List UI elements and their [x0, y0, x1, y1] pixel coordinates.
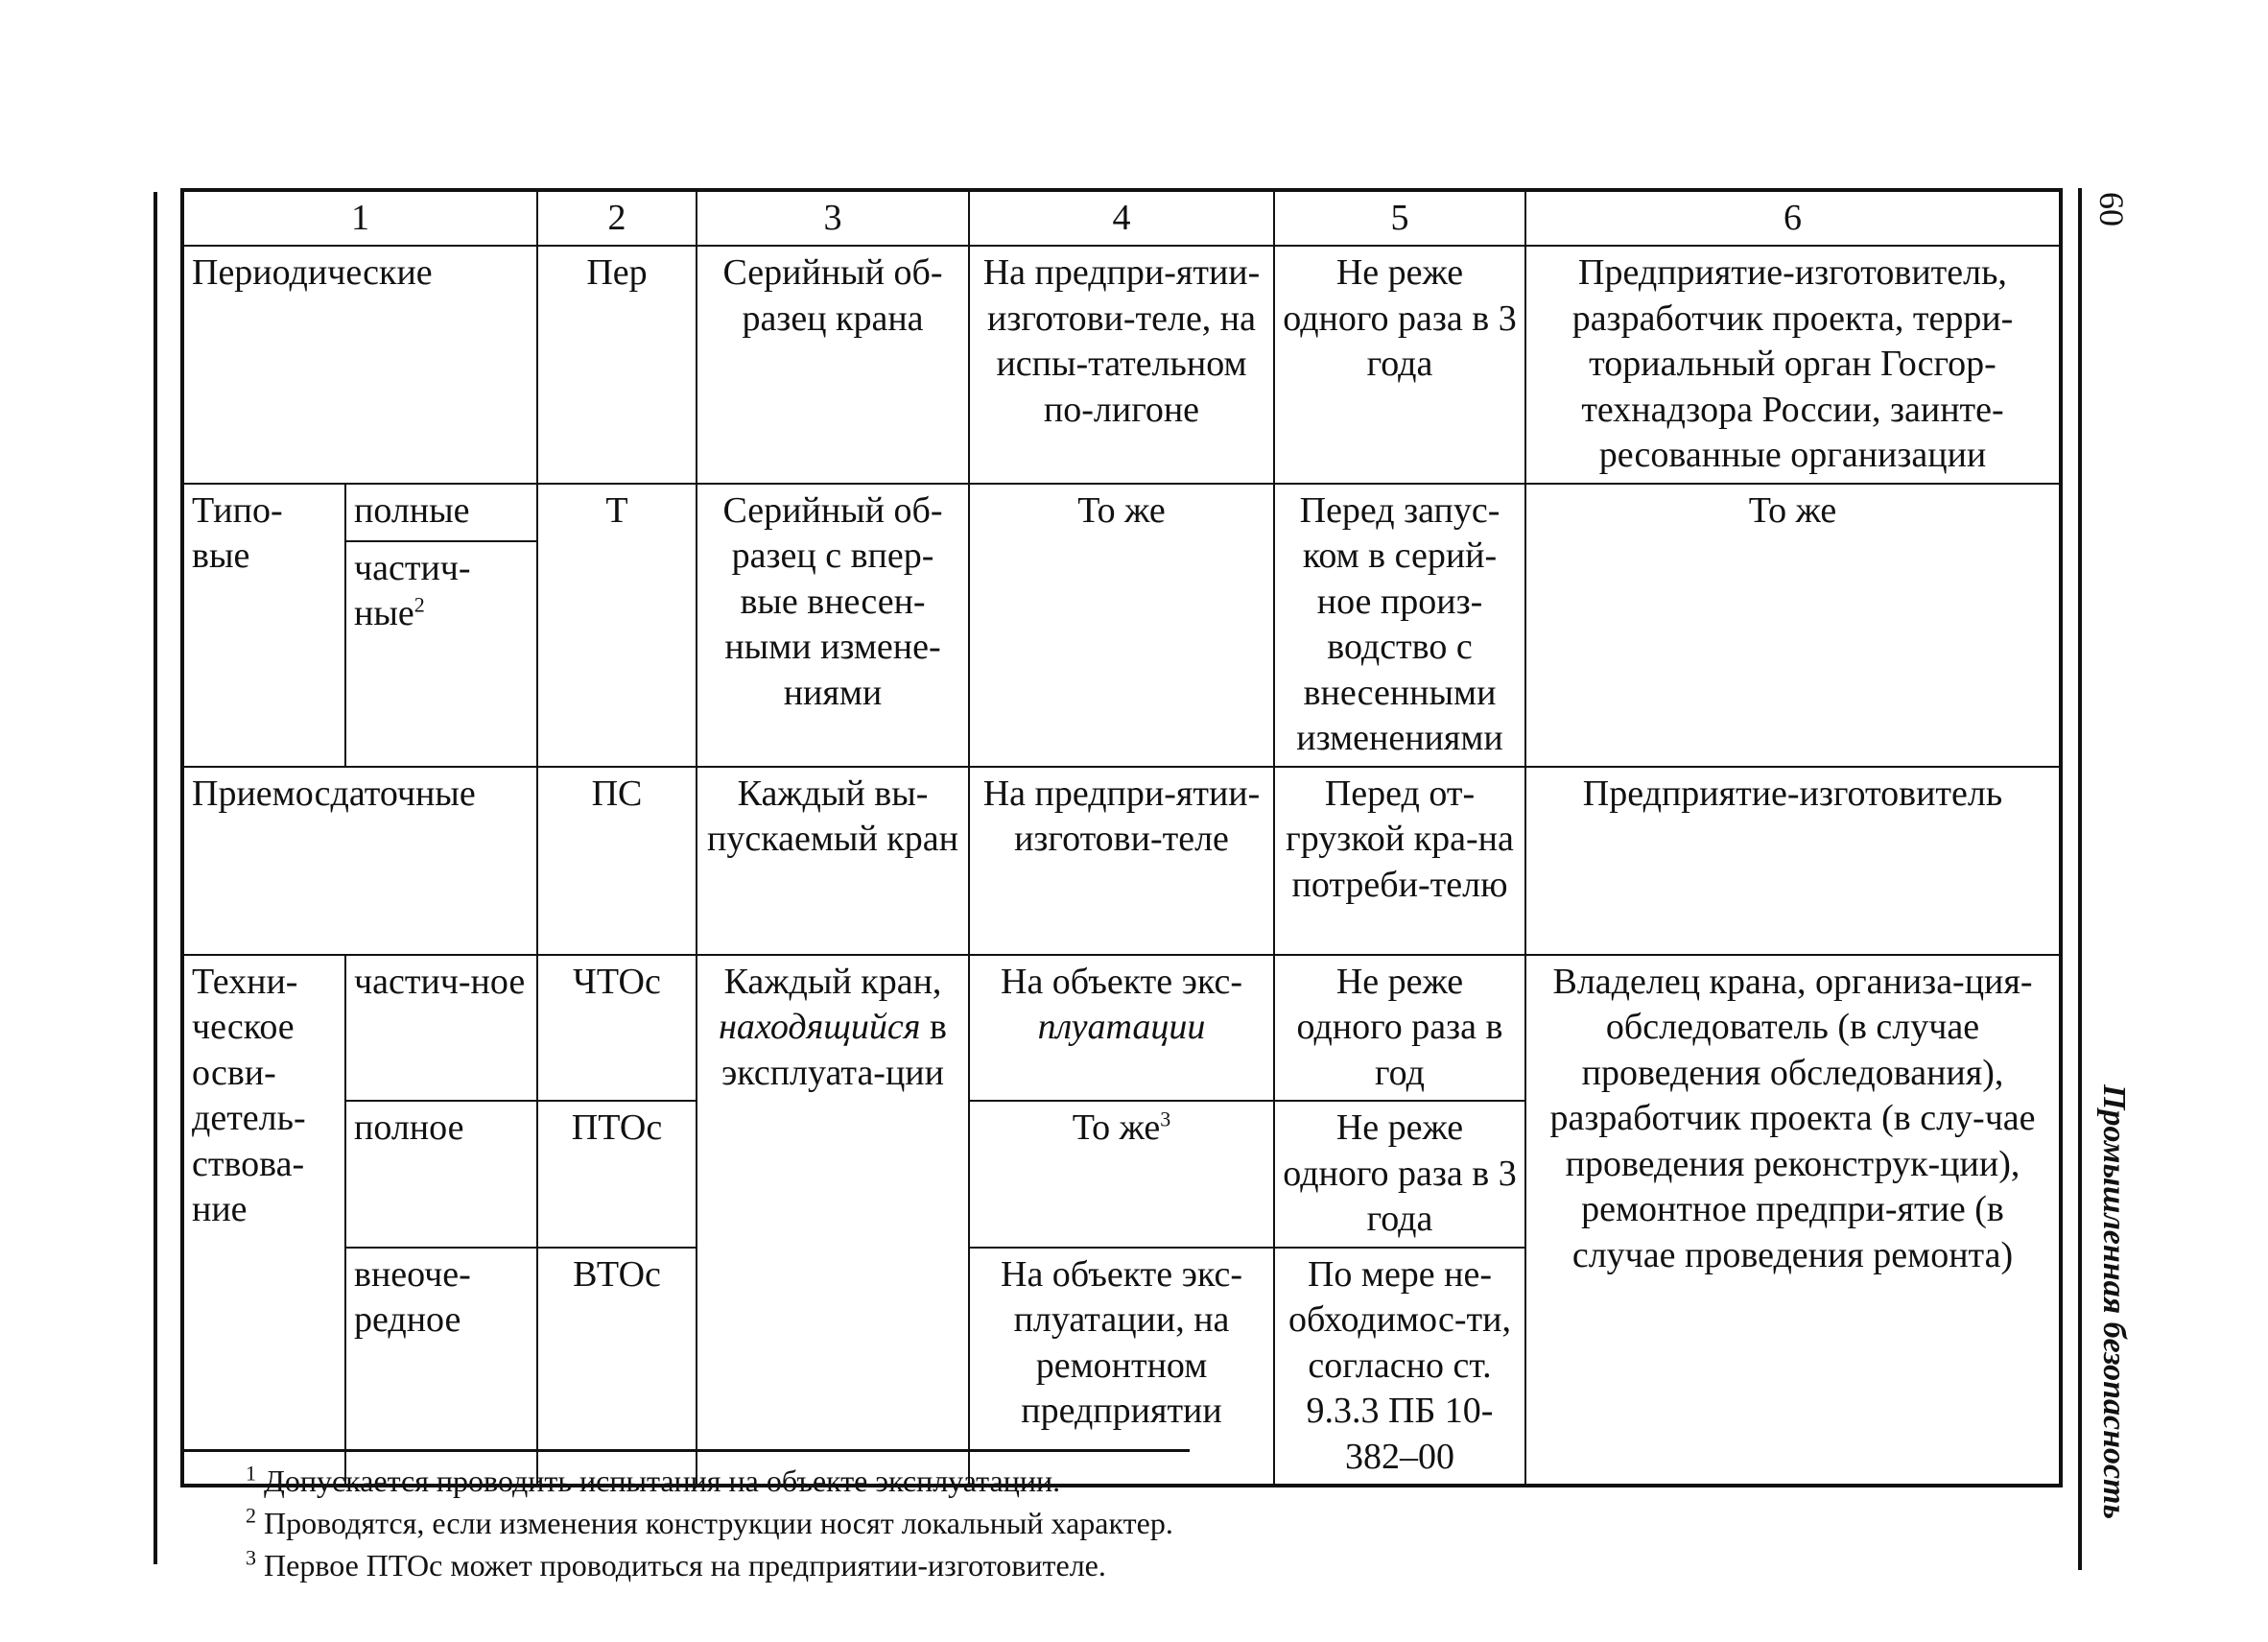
footnote-divider	[182, 1449, 1190, 1452]
header-col-3: 3	[697, 190, 969, 246]
technical-partial-term: Не реже одного раза в год	[1274, 955, 1525, 1102]
periodic-code: Пер	[537, 246, 697, 484]
footnote-1	[182, 1460, 2005, 1502]
technical-partial-place-italic: плуатации	[1037, 1007, 1206, 1047]
periodic-participants: Предприятие-изготовитель, разработчик проекта, терри-ториальный орган Госгор-технадзора России, заинте-ресованные организации	[1525, 246, 2061, 484]
header-col-4: 4	[969, 190, 1274, 246]
typical-sub-full: полные	[345, 484, 537, 541]
periodic-object: Серийный об-разец крана	[697, 246, 969, 484]
technical-sub-partial: частич-ное	[345, 955, 537, 1102]
technical-sub-full: полное	[345, 1101, 537, 1248]
left-margin-rule	[154, 192, 157, 1564]
periodic-term: Не реже одного раза в 3 года	[1274, 246, 1525, 484]
technical-extra-code: ВТОс	[537, 1248, 697, 1487]
technical-participants: Владелец крана, организа-ция-обследователь (в случае проведения обследования), разработчик проекта (в слу-чае проведения реконструк-ции), ремонтное предпри-ятие (в случае проведения ремонта)	[1525, 955, 2061, 1487]
technical-partial-place	[969, 955, 1274, 1102]
typical-place: То же	[969, 484, 1274, 767]
page-number: 60	[2092, 192, 2131, 226]
technical-object	[697, 955, 969, 1487]
header-col-2: 2	[537, 190, 697, 246]
header-col-1: 1	[182, 190, 537, 246]
typical-sub-partial-text: частич-ные	[354, 547, 471, 634]
typical-term: Перед запус-ком в серий-ное произ-водство с внесенными изменениями	[1274, 484, 1525, 767]
technical-object-italic: находящийся	[719, 1007, 921, 1047]
typical-participants: То же	[1525, 484, 2061, 767]
footnotes	[182, 1449, 2005, 1586]
acceptance-place: На предпри-ятии-изготови-теле	[969, 767, 1274, 955]
footnote-mark-2: 2	[246, 1503, 256, 1528]
running-head: Промышленная безопасность	[2096, 1084, 2132, 1520]
acceptance-participants: Предприятие-изготовитель	[1525, 767, 2061, 955]
footnote-text-2: Проводятся, если изменения конструкции носят локальный характер.	[264, 1506, 1173, 1540]
footnote-text-3: Первое ПТОс может проводиться на предприятии-изготовителе.	[264, 1548, 1106, 1583]
row-periodic	[182, 246, 2061, 484]
periodic-type: Периодические	[182, 246, 537, 484]
header-col-5: 5	[1274, 190, 1525, 246]
technical-partial-place-prefix: На объекте экс-	[1001, 961, 1242, 1002]
technical-object-suffix: в эксплуата-ции	[721, 1007, 947, 1093]
acceptance-term: Перед от-грузкой кра-на потреби-телю	[1274, 767, 1525, 955]
footnote-mark-3: 3	[246, 1545, 256, 1570]
technical-partial-code: ЧТОс	[537, 955, 697, 1102]
technical-extra-place: На объекте экс-плуатации, на ремонтном предприятии	[969, 1248, 1274, 1487]
technical-sub-extra: внеоче-редное	[345, 1248, 537, 1487]
technical-object-prefix: Каждый кран,	[723, 961, 942, 1002]
row-acceptance	[182, 767, 2061, 955]
typical-type: Типо-вые	[182, 484, 345, 767]
crane-tests-table	[180, 188, 2063, 1487]
acceptance-object: Каждый вы-пускаемый кран	[697, 767, 969, 955]
header-row	[182, 190, 2061, 246]
right-margin-rule	[2078, 188, 2082, 1570]
row-typical-full	[182, 484, 2061, 541]
typical-code: Т	[537, 484, 697, 767]
technical-full-term: Не реже одного раза в 3 года	[1274, 1101, 1525, 1248]
technical-full-place	[969, 1101, 1274, 1248]
footnote-ref-2: 2	[413, 592, 425, 617]
acceptance-type: Приемосдаточные	[182, 767, 537, 955]
typical-sub-partial	[345, 541, 537, 767]
technical-extra-term: По мере не-обходимос-ти, согласно ст. 9.3.3 ПБ 10-382–00	[1274, 1248, 1525, 1487]
header-col-6: 6	[1525, 190, 2061, 246]
technical-full-place-text: То же	[1072, 1107, 1161, 1148]
acceptance-code: ПС	[537, 767, 697, 955]
technical-full-code: ПТОс	[537, 1101, 697, 1248]
footnote-3	[182, 1544, 2005, 1586]
footnote-mark-1: 1	[246, 1461, 256, 1486]
technical-type: Техни-ческое осви-детель-ствова-ние	[182, 955, 345, 1487]
footnote-2	[182, 1502, 2005, 1544]
periodic-place: На предпри-ятии-изготови-теле, на испы-тательном по-лигоне	[969, 246, 1274, 484]
footnote-ref-3: 3	[1160, 1107, 1171, 1131]
row-technical-partial	[182, 955, 2061, 1102]
footnote-text-1: Допускается проводить испытания на объекте эксплуатации.	[264, 1464, 1061, 1498]
typical-object: Серийный об-разец с впер-вые внесен-ными измене-ниями	[697, 484, 969, 767]
